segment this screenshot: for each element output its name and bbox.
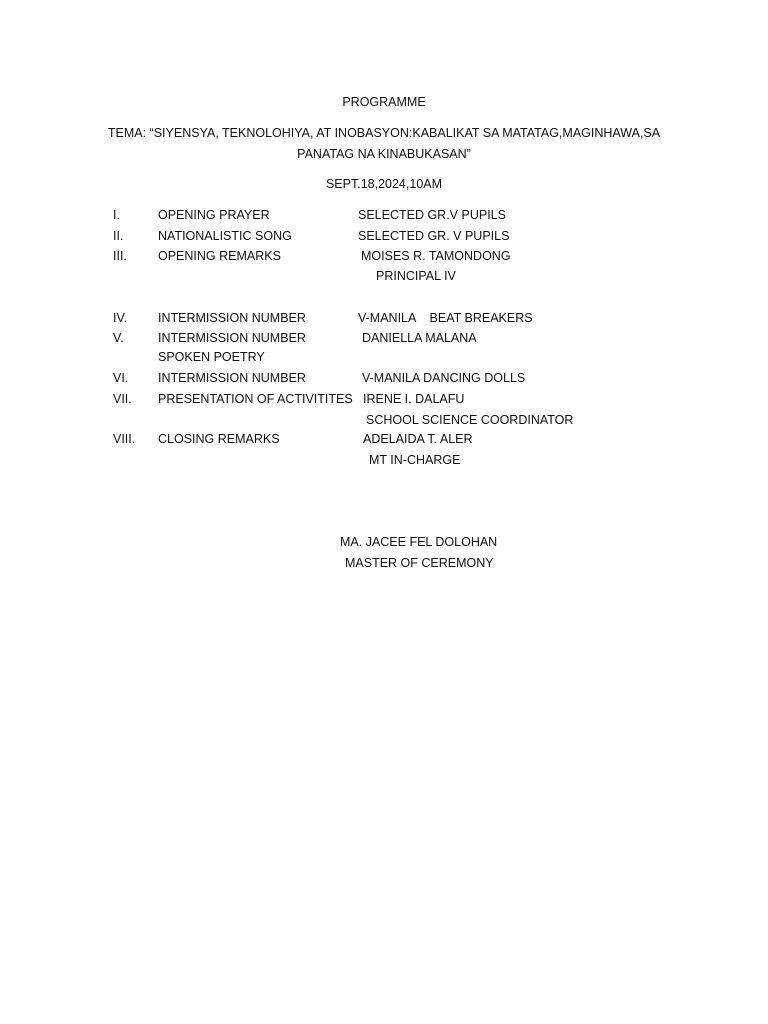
program-row [0, 249, 768, 269]
item-role: PRINCIPAL IV [376, 269, 456, 283]
item-person: SELECTED GR.V PUPILS [358, 208, 506, 222]
item-title: INTERMISSION NUMBER [158, 371, 306, 385]
item-role: SCHOOL SCIENCE COORDINATOR [366, 413, 574, 427]
program-row-subtitle [0, 350, 768, 370]
program-row-role [0, 269, 768, 289]
program-row [0, 432, 768, 452]
item-title: NATIONALISTIC SONG [158, 229, 292, 243]
item-person: SELECTED GR. V PUPILS [358, 229, 510, 243]
item-person: IRENE I. DALAFU [363, 392, 465, 406]
item-title: INTERMISSION NUMBER [158, 331, 306, 345]
item-title: OPENING REMARKS [158, 249, 281, 263]
program-row [0, 371, 768, 391]
programme-title: PROGRAMME [342, 95, 426, 109]
item-person: DANIELLA MALANA [362, 331, 477, 345]
program-row [0, 229, 768, 249]
item-person: ADELAIDA T. ALER [363, 432, 473, 446]
program-row [0, 311, 768, 331]
item-number: IV. [113, 311, 128, 325]
mc-name-row [0, 535, 768, 555]
item-title: PRESENTATION OF ACTIVITITES [158, 392, 353, 406]
item-title: INTERMISSION NUMBER [158, 311, 306, 325]
program-row-role [0, 413, 768, 433]
mc-role: MASTER OF CEREMONY [345, 556, 494, 570]
item-number: I. [113, 208, 120, 222]
item-number: II. [113, 229, 124, 243]
program-row [0, 208, 768, 228]
item-number: V. [113, 331, 124, 345]
program-row [0, 392, 768, 412]
item-number: VI. [113, 371, 129, 385]
theme-text: TEMA: “SIYENSYA, TEKNOLOHIYA, AT INOBASYON:KABALIKAT SA MATATAG,MAGINHAWA,SA PANATAG NA KINABUKASAN” [107, 126, 661, 161]
mc-role-row [0, 556, 768, 576]
mc-name: MA. JACEE FEL DOLOHAN [340, 535, 498, 549]
item-person: V-MANILA BEAT BREAKERS [358, 311, 533, 325]
item-number: VIII. [113, 432, 136, 446]
event-date: SEPT.18,2024,10AM [325, 177, 443, 191]
item-role: MT IN-CHARGE [369, 453, 461, 467]
item-title: OPENING PRAYER [158, 208, 270, 222]
item-number: VII. [113, 392, 132, 406]
program-row [0, 331, 768, 351]
item-title: CLOSING REMARKS [158, 432, 280, 446]
program-row-role [0, 453, 768, 473]
item-number: III. [113, 249, 127, 263]
item-person: V-MANILA DANCING DOLLS [362, 371, 526, 385]
item-subtitle: SPOKEN POETRY [158, 350, 265, 364]
item-person: MOISES R. TAMONDONG [361, 249, 511, 263]
